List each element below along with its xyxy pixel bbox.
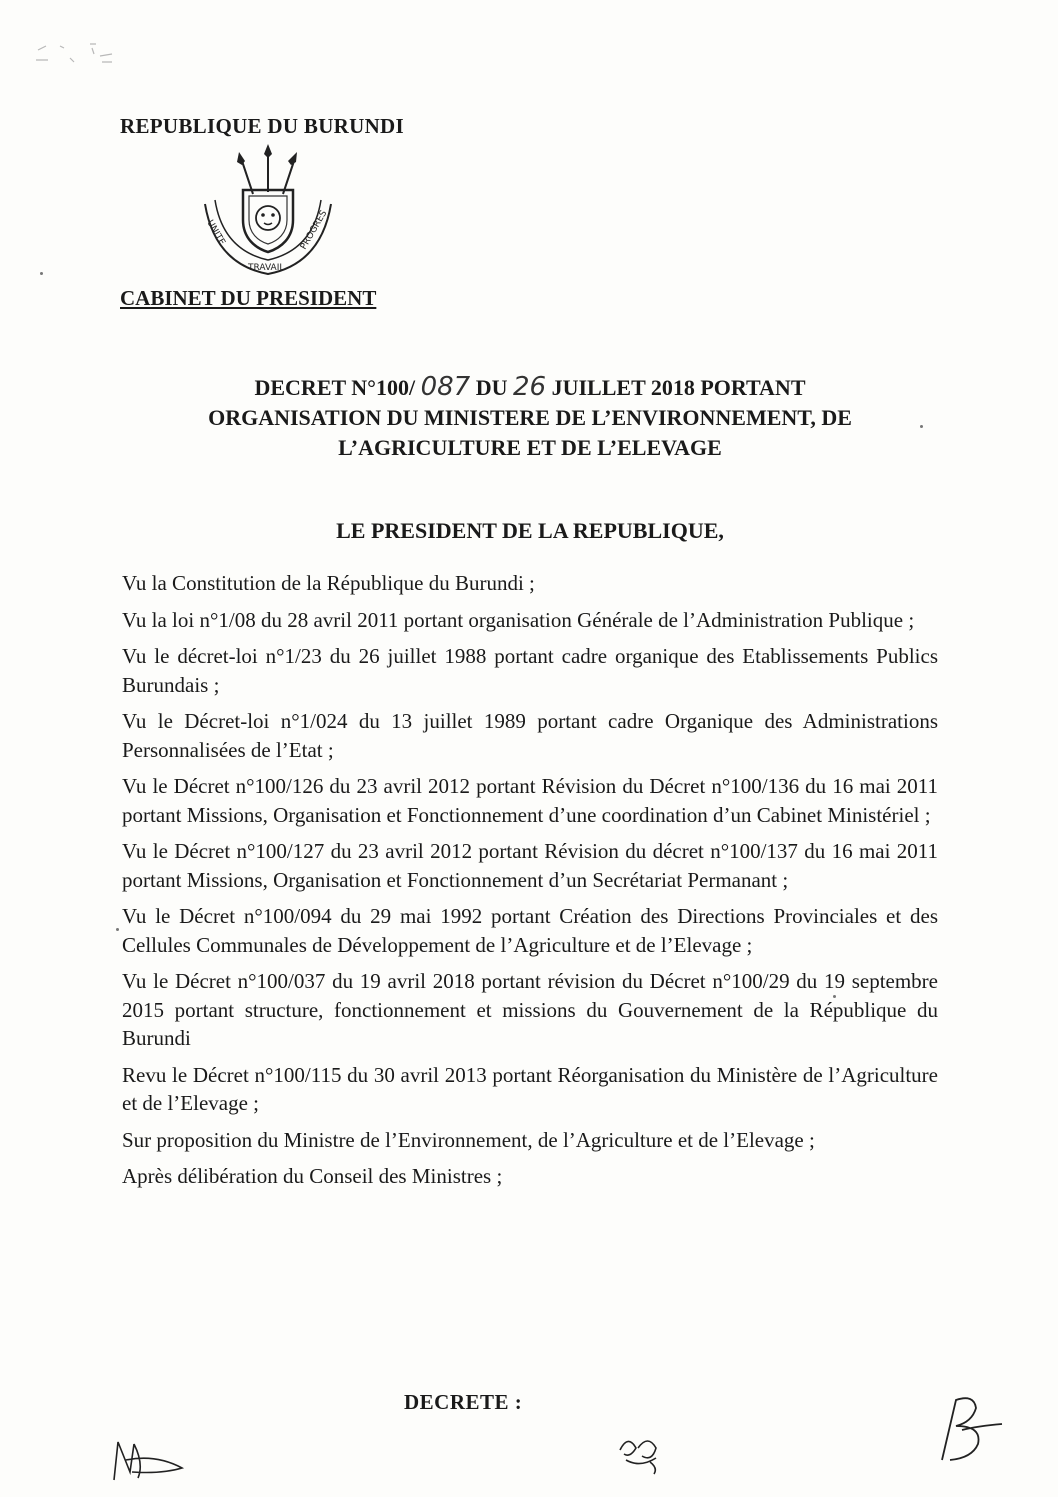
preamble-paragraph: Vu le Décret n°100/037 du 19 avril 2018 portant révision du Décret n°100/29 du 19 septembre 2015 portant structure, fonctionnement et missions du Gouvernement de la République du Burundi	[122, 969, 938, 1050]
scan-speck	[920, 425, 923, 428]
cabinet-heading: CABINET DU PRESIDENT	[120, 286, 377, 310]
decree-title-du: DU	[475, 375, 508, 400]
handwritten-signature-right	[922, 1390, 1012, 1470]
preamble	[122, 569, 938, 1199]
decree-title-date: JUILLET 2018 PORTANT	[551, 375, 806, 400]
decree-title-line2: ORGANISATION DU MINISTERE DE L’ENVIRONNEMENT, DE	[208, 405, 852, 430]
preamble-paragraph: Vu le Décret n°100/094 du 29 mai 1992 portant Création des Directions Provinciales et des Cellules Communales de Développement de l’Agriculture et de l’Elevage ;	[122, 904, 938, 957]
republic-heading: REPUBLIQUE DU BURUNDI	[120, 114, 404, 138]
decree-number-prefix: DECRET N°100/	[254, 375, 416, 400]
preamble-paragraph: Vu le Décret n°100/127 du 23 avril 2012 portant Révision du décret n°100/137 du 16 mai 2011 portant Missions, Organisation et Fonctionnement d’un Secrétariat Permanant ;	[122, 839, 938, 892]
preamble-paragraph: Sur proposition du Ministre de l’Environnement, de l’Agriculture et de l’Elevage ;	[122, 1127, 815, 1152]
svg-text:TRAVAIL: TRAVAIL	[248, 263, 285, 273]
preamble-paragraph: Après délibération du Conseil des Ministres ;	[122, 1164, 503, 1188]
preamble-paragraph: Vu le décret-loi n°1/23 du 26 juillet 1988 portant cadre organique des Etablissements Publics Burundais ;	[122, 644, 938, 697]
president-heading: LE PRESIDENT DE LA REPUBLIQUE,	[336, 518, 724, 543]
handwritten-decree-number: 087	[420, 372, 471, 402]
scan-speck	[116, 928, 119, 931]
coat-of-arms-emblem	[193, 142, 343, 282]
preamble-paragraph: Revu le Décret n°100/115 du 30 avril 2013 portant Réorganisation du Ministère de l’Agriculture et de l’Elevage ;	[122, 1062, 938, 1115]
handwritten-decree-day: 26	[513, 372, 547, 402]
handwritten-initials-left	[108, 1432, 188, 1487]
handwritten-initials-middle	[614, 1430, 674, 1475]
preamble-paragraph: Vu la Constitution de la République du Burundi ;	[122, 571, 535, 595]
svg-text:PROGRES: PROGRES	[298, 208, 330, 252]
preamble-paragraph: Vu le Décret-loi n°1/024 du 13 juillet 1989 portant cadre Organique des Administrations Personnalisées de l’Etat ;	[122, 709, 938, 762]
decree-title	[140, 372, 920, 463]
decree-title-line1	[140, 372, 920, 403]
decrete-heading: DECRETE :	[404, 1390, 523, 1414]
preamble-paragraph: Vu le Décret n°100/126 du 23 avril 2012 portant Révision du Décret n°100/136 du 16 mai 2011 portant Missions, Organisation et Fonctionnement d’une coordination d’un Cabinet Ministériel ;	[122, 774, 938, 827]
decree-title-line3: L’AGRICULTURE ET DE L’ELEVAGE	[338, 435, 722, 460]
pencil-marks	[30, 38, 140, 78]
preamble-paragraph: Vu la loi n°1/08 du 28 avril 2011 portant organisation Générale de l’Administration Publique ;	[122, 607, 915, 632]
svg-text:UNITE: UNITE	[204, 218, 227, 248]
scan-speck	[40, 272, 43, 275]
scan-speck	[833, 995, 836, 998]
